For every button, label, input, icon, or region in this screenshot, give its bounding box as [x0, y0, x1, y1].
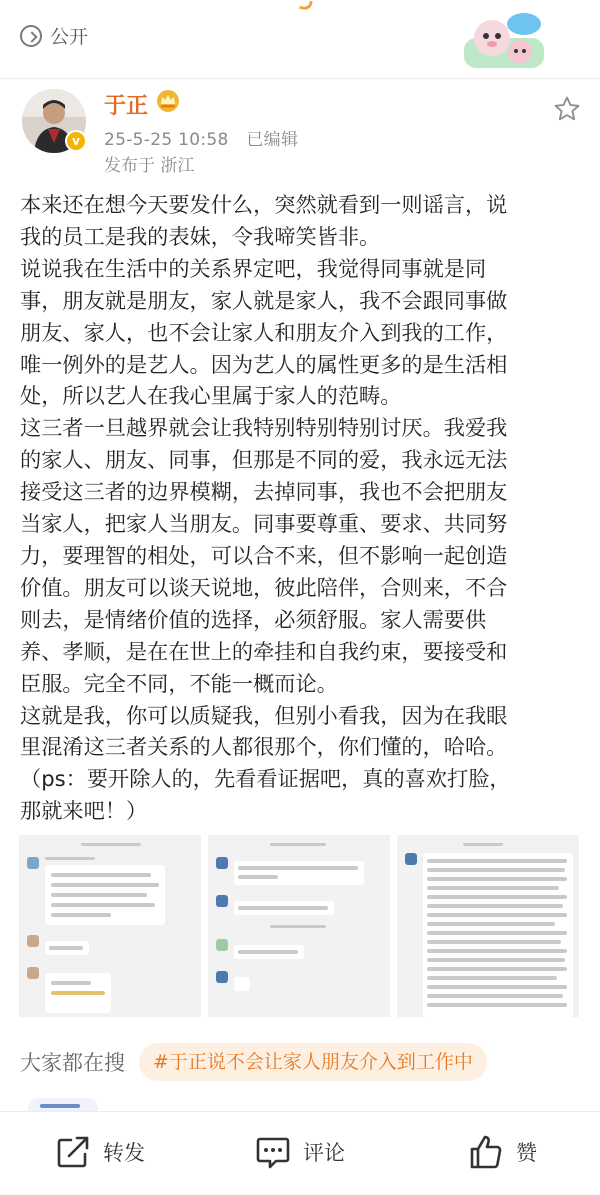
post-image-2[interactable] — [208, 835, 390, 1017]
post-body — [20, 189, 582, 827]
post-line: 事，朋友就是朋友，家人就是家人，我不会跟同事做 — [20, 287, 508, 313]
top-bar — [0, 0, 600, 78]
post-line: 接受这三者的边界模糊，去掉同事，我也不会把朋友 — [20, 479, 508, 505]
repost-icon — [55, 1134, 91, 1170]
visibility-indicator[interactable] — [20, 22, 88, 49]
post-location: 发布于 浙江 — [104, 156, 195, 176]
post-line: （ps：要开除人的，先看看证据吧，真的喜欢打脸， — [20, 766, 511, 792]
hot-search-tag[interactable]: #于正说不会让家人朋友介入到工作中 — [139, 1043, 487, 1081]
favorite-star-icon[interactable] — [553, 95, 581, 123]
post-line: 这就是我，你可以质疑我，但别小看我，因为在我眼 — [20, 702, 508, 728]
post-line: 那就来吧！） — [20, 798, 148, 824]
visibility-label: 公开 — [50, 26, 89, 48]
comment-label: 评论 — [303, 1141, 345, 1165]
vip-crown-icon — [156, 89, 180, 113]
post-meta — [104, 125, 298, 150]
post-line: 这三者一旦越界就会让我特别特别特别讨厌。我爱我 — [20, 415, 508, 441]
verified-badge-icon: v — [65, 130, 87, 152]
author-name[interactable]: 于正 — [104, 94, 149, 119]
post-line: 唯一例外的是艺人。因为艺人的属性更多的是生活相 — [20, 351, 508, 377]
repost-label: 转发 — [103, 1141, 145, 1165]
post-line: 则去，是情绪价值的选择，必须舒服。家人需要供 — [20, 606, 487, 632]
post-line: 当家人，把家人当朋友。同事要尊重、要求、共同努 — [20, 511, 508, 537]
post-line: 臣服。完全不同，不能一概而论。 — [20, 670, 338, 696]
post-line: 朋友、家人，也不会让家人和朋友介入到我的工作， — [20, 319, 508, 345]
post-line: 里混淆这三者关系的人都很那个，你们懂的，哈哈。 — [20, 734, 508, 760]
post-line: 我的员工是我的表妹，令我啼笑皆非。 — [20, 223, 381, 249]
repost-button[interactable] — [55, 1134, 145, 1170]
hot-search-title: 大家都在搜 — [20, 1051, 125, 1075]
mascot-sticker-icon — [462, 8, 546, 70]
header-divider — [0, 78, 600, 79]
post-image-1[interactable] — [19, 835, 201, 1017]
post-line: 处，所以艺人在我心里属于家人的范畴。 — [20, 383, 402, 409]
post-line: 力，要理智的相处，可以合不来，但不影响一起创造 — [20, 542, 508, 568]
comment-button[interactable] — [255, 1134, 345, 1170]
hot-search — [20, 1043, 487, 1081]
like-label: 赞 — [516, 1141, 537, 1165]
post-line: 的家人、朋友、同事，但那是不同的爱，我永远无法 — [20, 447, 508, 473]
image-grid — [19, 835, 581, 1017]
post-image-3[interactable] — [397, 835, 579, 1017]
action-bar — [0, 1111, 600, 1195]
post-line: 说说我在生活中的关系界定吧，我觉得同事就是同 — [20, 255, 487, 281]
edited-label[interactable]: 已编辑 — [246, 130, 299, 150]
post-line: 本来还在想今天要发什么，突然就看到一则谣言，说 — [20, 192, 508, 217]
post-timestamp: 25-5-25 10:58 — [104, 130, 229, 150]
decorative-mark — [299, 0, 313, 11]
thumbs-up-icon — [468, 1134, 504, 1170]
comment-icon — [255, 1134, 291, 1170]
visibility-icon — [20, 25, 42, 47]
post-line: 价值。朋友可以谈天说地，彼此陪伴，合则来，不合 — [20, 574, 508, 600]
like-button[interactable] — [468, 1134, 537, 1170]
post-line: 养、孝顺，是在在世上的牵挂和自我约束，要接受和 — [20, 638, 508, 664]
